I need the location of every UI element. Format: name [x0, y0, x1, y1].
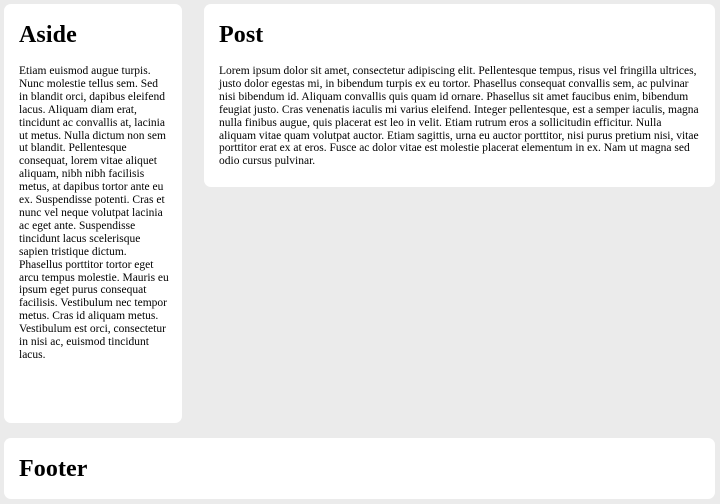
aside-heading: Aside	[19, 22, 77, 48]
footer-panel	[4, 438, 715, 499]
post-text: Lorem ipsum dolor sit amet, consectetur adipiscing elit. Pellentesque tempus, risus vel fringilla ultrices, justo dolor egestas mi, in bibendum turpis ex eu tortor. Phasellus consequat convallis sem, ac pulvinar nisi bibendum id. Aliquam convallis quis quam id ornare. Phasellus sit amet faucibus enim, bibendum feugiat justo. Cras venenatis iaculis mi varius eleifend. Integer pellentesque, est a semper iaculis, magna nulla finibus augue, quis placerat est leo in velit. Etiam rutrum eros a sollicitudin efficitur. Nulla aliquam vitae quam volutpat auctor. Etiam sagittis, urna eu auctor porttitor, nisi purus pretium nisi, vitae porttitor erat ex at eros. Fusce ac dolor vitae est molestie placerat elementum in ex. Nam ut magna sed odio cursus pulvinar.	[219, 65, 699, 168]
aside-text: Etiam euismod augue turpis. Nunc molestie tellus sem. Sed in blandit orci, dapibus eleifend lacus. Aliquam diam erat, tincidunt ac convallis at, lacinia ut metus. Nulla dictum non sem ut blandit. Pellentesque consequat, lorem vitae aliquet aliquam, nibh nibh facilisis metus, at dapibus tortor ante eu ex. Suspendisse potenti. Cras et nunc vel neque volutpat lacinia ac eget ante. Suspendisse tincidunt lacus scelerisque sapien tristique dictum. Phasellus porttitor tortor eget arcu tempus molestie. Mauris eu ipsum eget purus consequat facilisis. Vestibulum nec tempor metus. Cras id aliquam metus. Vestibulum est orci, consectetur in nisi ac, euismod tincidunt lacus.	[19, 65, 169, 361]
footer-heading: Footer	[19, 456, 88, 482]
post-heading: Post	[219, 22, 264, 48]
aside-panel	[4, 4, 182, 423]
post-panel	[204, 4, 715, 187]
